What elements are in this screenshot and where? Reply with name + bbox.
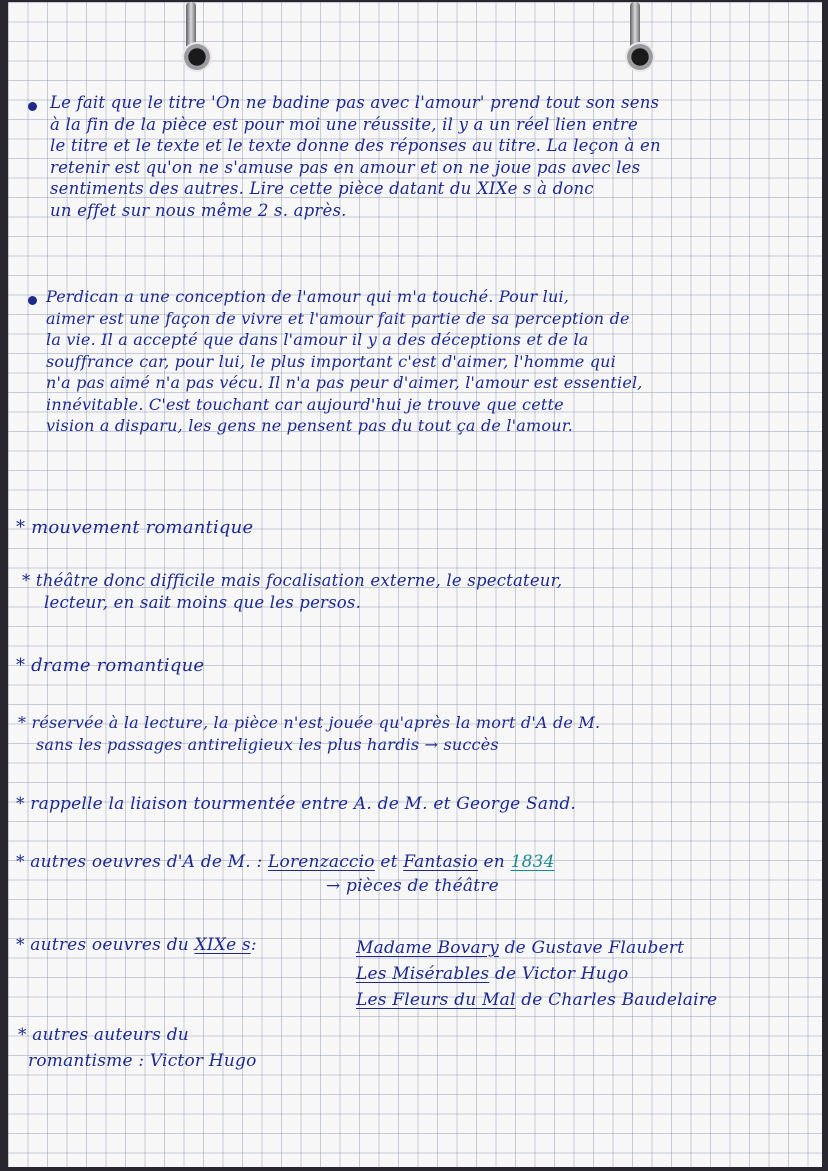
text-line: retenir est qu'on ne s'amuse pas en amour et on ne joue pas avec les <box>50 157 641 177</box>
text-line: sentiments des autres. Lire cette pièce datant du XIXe s à donc <box>50 179 594 198</box>
work-author: de Charles Baudelaire <box>521 990 718 1010</box>
text-line: innévitable. C'est touchant car aujourd'hui je trouve que cette <box>46 394 564 414</box>
note-prefix: * autres oeuvres du <box>16 935 189 955</box>
text-line: le titre et le texte et le texte donne des réponses au titre. La leçon à en <box>50 136 661 155</box>
note-other-works-century <box>16 935 257 957</box>
text-line: * autres auteurs du <box>18 1025 189 1045</box>
text-line: la vie. Il a accepté que dans l'amour il y a des déceptions et de la <box>46 330 589 349</box>
note-other-authors <box>18 1022 257 1074</box>
text-line: lecteur, en sait moins que les persos. <box>44 592 362 612</box>
text-line: * théâtre donc difficile mais focalisation externe, le spectateur, <box>22 571 563 590</box>
note-other-works-sub: → pièces de théâtre <box>326 876 499 896</box>
text-line: sans les passages antireligieux les plus hardis → succès <box>36 734 499 754</box>
text-line: un effet sur nous même 2 s. après. <box>50 200 347 220</box>
work-title: Les Fleurs du Mal <box>356 990 516 1010</box>
note-liaison: * rappelle la liaison tourmentée entre A. de M. et George Sand. <box>16 794 577 814</box>
text-line: vision a disparu, les gens ne pensent pas du tout ça de l'amour. <box>46 416 574 435</box>
notebook-page <box>8 2 822 1167</box>
note-theatre <box>22 570 562 613</box>
note-prefix: * autres oeuvres d'A de M. : <box>16 852 263 872</box>
binder-hole-right <box>625 42 655 72</box>
work-author: de Victor Hugo <box>494 964 629 984</box>
conjunction: et <box>380 852 398 872</box>
bullet-point <box>28 296 37 305</box>
work-item <box>356 935 717 961</box>
work-author: de Gustave Flaubert <box>504 938 685 958</box>
note-drama: * drame romantique <box>16 655 205 676</box>
note-reserved <box>18 712 600 755</box>
paragraph-perdican <box>46 286 643 437</box>
paragraph-title-analysis <box>50 92 661 221</box>
work-item <box>356 987 717 1013</box>
works-list <box>356 935 717 1013</box>
text-line: aimer est une façon de vivre et l'amour fait partie de sa perception de <box>46 308 630 328</box>
work-item <box>356 961 717 987</box>
work-title: Fantasio <box>403 852 478 872</box>
work-title: Madame Bovary <box>356 938 499 958</box>
text-line: n'a pas aimé n'a pas vécu. Il n'a pas peur d'aimer, l'amour est essentiel, <box>46 373 643 392</box>
binder-hole-left <box>182 42 212 72</box>
year: 1834 <box>510 852 555 872</box>
note-movement: * mouvement romantique <box>16 517 254 538</box>
work-title: Lorenzaccio <box>268 852 375 872</box>
text-line: Perdican a une conception de l'amour qui m'a touché. Pour lui, <box>46 287 570 306</box>
bullet-point <box>28 102 37 111</box>
text-line: romantisme : Victor Hugo <box>28 1051 257 1071</box>
text-line: Le fait que le titre 'On ne badine pas avec l'amour' prend tout son sens <box>50 93 660 112</box>
text-line: à la fin de la pièce est pour moi une réussite, il y a un réel lien entre <box>50 114 638 134</box>
work-title: Les Misérables <box>356 964 490 984</box>
century: XIXe s <box>194 935 251 955</box>
text-line: souffrance car, pour lui, le plus important c'est d'aimer, l'homme qui <box>46 351 616 371</box>
colon: : <box>250 935 257 955</box>
note-other-works-author <box>16 852 555 874</box>
preposition: en <box>483 852 505 872</box>
text-line: * réservée à la lecture, la pièce n'est jouée qu'après la mort d'A de M. <box>18 713 601 732</box>
